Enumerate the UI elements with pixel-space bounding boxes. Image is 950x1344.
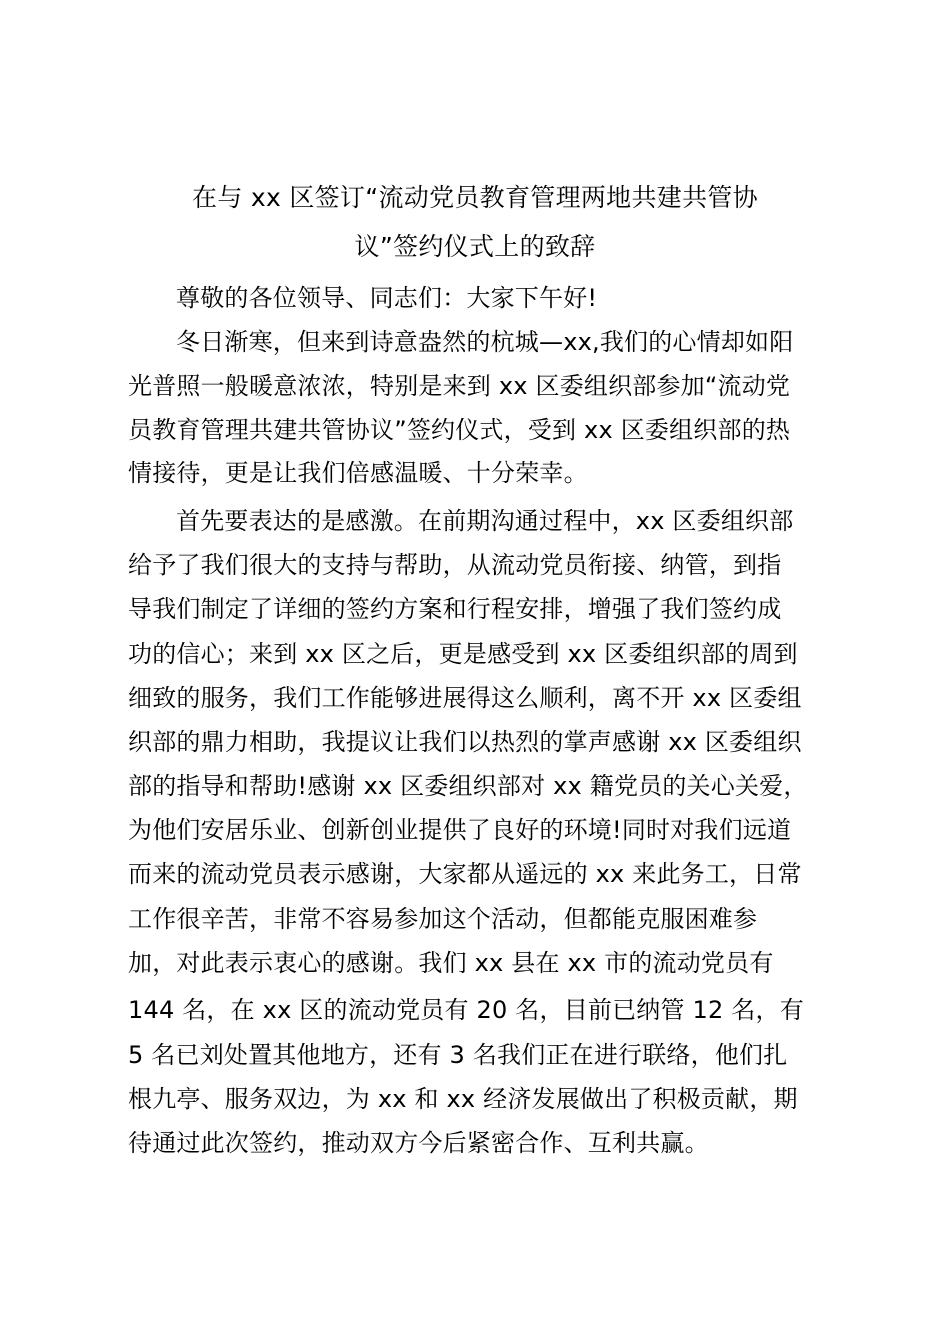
paragraph-2-line: 为他们安居乐业、创新创业提供了良好的环境!同时对我们远道 xyxy=(128,816,792,844)
salutation: 尊敬的各位领导、同志们：大家下午好! xyxy=(176,284,598,312)
paragraph-2-line: 144 名，在 xx 区的流动党员有 20 名，目前已纳管 12 名，有 xyxy=(128,996,804,1024)
paragraph-2-line: 待通过此次签约，推动双方今后紧密合作、互利共赢。 xyxy=(128,1129,709,1157)
paragraph-1-line: 光普照一般暖意浓浓，特别是来到 xx 区委组织部参加“流动党 xyxy=(128,372,791,400)
paragraph-2-line: 功的信心；来到 xx 区之后，更是感受到 xx 区委组织部的周到 xyxy=(128,640,798,668)
paragraph-1-line: 冬日渐寒，但来到诗意盎然的杭城—xx,我们的心情却如阳 xyxy=(176,328,794,356)
document-title-line-1: 在与 xx 区签订“流动党员教育管理两地共建共管协 xyxy=(192,183,758,212)
paragraph-1-line: 员教育管理共建共管协议”签约仪式，受到 xx 区委组织部的热 xyxy=(128,416,791,444)
paragraph-2-line: 根九亭、服务双边，为 xx 和 xx 经济发展做出了积极贡献，期 xyxy=(128,1085,798,1113)
document-title-line-2: 议”签约仪式上的致辞 xyxy=(354,232,596,261)
paragraph-2-line: 给予了我们很大的支持与帮助，从流动党员衔接、纳管，到指 xyxy=(128,551,782,579)
paragraph-2-line: 细致的服务，我们工作能够进展得这么顺利，离不开 xx 区委组 xyxy=(128,684,802,712)
paragraph-2-line: 5 名已刘处置其他地方，还有 3 名我们正在进行联络，他们扎 xyxy=(128,1041,788,1069)
paragraph-2-line: 导我们制定了详细的签约方案和行程安排，增强了我们签约成 xyxy=(128,595,782,623)
paragraph-2-line: 加，对此表示衷心的感谢。我们 xx 县在 xx 市的流动党员有 xyxy=(128,949,774,977)
paragraph-2-line: 织部的鼎力相助，我提议让我们以热烈的掌声感谢 xx 区委组织 xyxy=(128,728,802,756)
paragraph-2-line: 部的指导和帮助!感谢 xx 区委组织部对 xx 籍党员的关心关爱， xyxy=(128,772,808,800)
paragraph-2-line: 工作很辛苦，非常不容易参加这个活动，但都能克服困难参 xyxy=(128,905,758,933)
paragraph-2-line: 首先要表达的是感激。在前期沟通过程中，xx 区委组织部 xyxy=(176,507,794,535)
paragraph-1-line: 情接待，更是让我们倍感温暖、十分荣幸。 xyxy=(128,459,588,487)
paragraph-2-line: 而来的流动党员表示感谢，大家都从遥远的 xx 来此务工，日常 xyxy=(128,860,802,888)
